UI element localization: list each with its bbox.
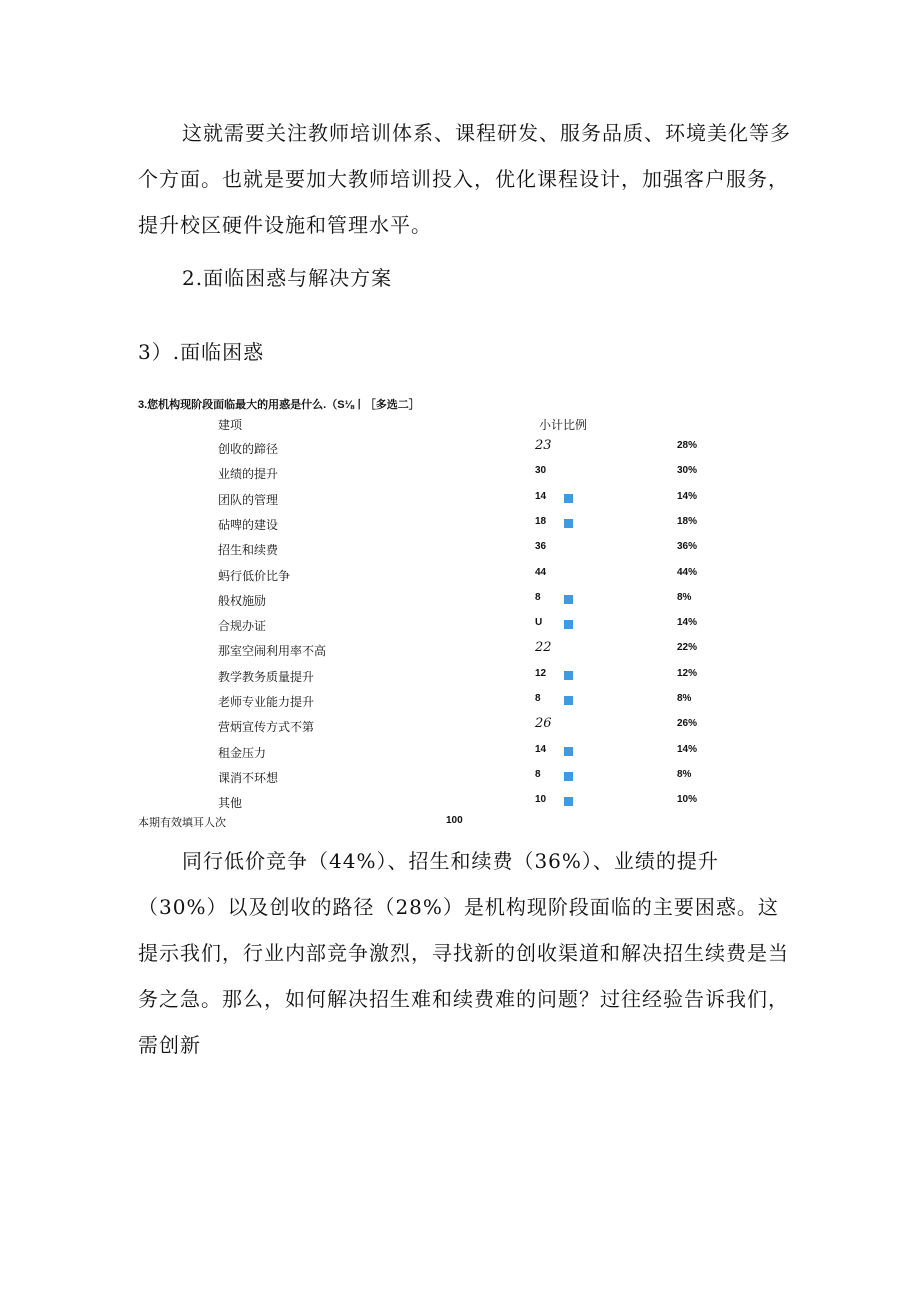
section-heading: 2.面临困惑与解决方案 bbox=[182, 266, 393, 290]
survey-row bbox=[138, 567, 738, 592]
option-label: 营炳宣传方式不第 bbox=[218, 720, 315, 735]
survey-row bbox=[138, 642, 738, 667]
total-respondents-value: 100 bbox=[446, 815, 463, 826]
ratio-bar bbox=[564, 595, 573, 604]
option-label: 那室空闹利用率不高 bbox=[218, 644, 327, 659]
option-label: 业绩的提升 bbox=[218, 467, 279, 482]
option-percent: 12% bbox=[677, 667, 698, 679]
option-percent: 44% bbox=[677, 566, 698, 578]
option-count: 8 bbox=[535, 768, 541, 780]
ratio-bar bbox=[564, 696, 573, 705]
survey-row bbox=[138, 693, 738, 718]
option-label: 合规办证 bbox=[218, 619, 267, 634]
option-percent: 8% bbox=[677, 768, 692, 780]
option-count: 36 bbox=[535, 541, 547, 553]
option-count: 10 bbox=[535, 794, 547, 806]
ratio-bar bbox=[564, 620, 573, 629]
option-count: 8 bbox=[535, 591, 541, 603]
option-count: U bbox=[535, 617, 543, 629]
option-percent: 18% bbox=[677, 515, 698, 527]
option-percent: 10% bbox=[677, 794, 698, 806]
survey-row bbox=[138, 491, 738, 516]
option-percent: 28% bbox=[677, 440, 698, 451]
option-percent: 26% bbox=[677, 718, 698, 730]
survey-row bbox=[138, 668, 738, 693]
ratio-bar bbox=[564, 747, 573, 756]
option-percent: 36% bbox=[677, 541, 698, 553]
option-count: 22 bbox=[535, 640, 552, 656]
option-count: 18 bbox=[535, 515, 547, 527]
option-label: 老师专业能力提升 bbox=[218, 695, 315, 709]
ratio-bar bbox=[564, 671, 573, 680]
survey-row bbox=[138, 465, 738, 490]
option-count: 12 bbox=[535, 667, 547, 679]
option-percent: 30% bbox=[677, 465, 698, 477]
ratio-bar bbox=[564, 797, 573, 806]
survey-row bbox=[138, 769, 738, 794]
survey-row bbox=[138, 592, 738, 617]
option-label: 招生和续费 bbox=[218, 543, 279, 558]
option-label: 创收的蹄径 bbox=[218, 442, 279, 456]
subsection-heading: 3）.面临困惑 bbox=[138, 340, 265, 364]
option-count: 26 bbox=[535, 716, 552, 732]
option-label: 教学教务质量提升 bbox=[218, 669, 315, 684]
option-count: 44 bbox=[535, 566, 547, 578]
option-label: 租金压力 bbox=[218, 745, 267, 760]
intro-paragraph: 这就需要关注教师培训体系、课程研发、服务品质、环境美化等多个方面。也就是要加大教师培训投入，优化课程设计，加强客户服务，提升校区硬件设施和管理水平。 bbox=[138, 121, 791, 237]
survey-question: 3.您机构现阶段面临最大的用惑是什么.（S⅛丨［多选二］ bbox=[138, 399, 420, 411]
option-label: 砧啤的建设 bbox=[218, 517, 279, 532]
option-percent: 14% bbox=[677, 490, 698, 502]
survey-result-table bbox=[138, 396, 738, 836]
option-percent: 8% bbox=[677, 693, 692, 704]
analysis-paragraph: 同行低价竞争（44%）、招生和续费（36%）、业绩的提升（30%）以及创收的路径（28%）是机构现阶段面临的主要困惑。这提示我们，行业内部竞争激烈，寻找新的创收渠道和解决招生续费是当务之急。那么，如何解决招生难和续费难的问题？过往经验告诉我们，需创新 bbox=[138, 849, 789, 1057]
option-percent: 14% bbox=[677, 743, 698, 755]
ratio-bar bbox=[564, 519, 573, 528]
option-label: 般权施励 bbox=[218, 593, 267, 608]
option-count: 23 bbox=[535, 438, 552, 453]
survey-row bbox=[138, 440, 738, 465]
ratio-bar bbox=[564, 494, 573, 503]
option-count: 8 bbox=[535, 693, 541, 704]
total-respondents-label: 本期有效填耳人次 bbox=[138, 817, 226, 829]
survey-row bbox=[138, 617, 738, 642]
survey-row bbox=[138, 744, 738, 769]
option-label: 课消不环想 bbox=[218, 770, 279, 785]
option-percent: 22% bbox=[677, 642, 698, 654]
survey-row bbox=[138, 516, 738, 541]
option-label: 蚂行低价比争 bbox=[218, 568, 291, 583]
option-label: 其他 bbox=[218, 796, 243, 811]
column-header-option: 建项 bbox=[218, 418, 243, 432]
survey-row bbox=[138, 718, 738, 743]
option-count: 14 bbox=[535, 490, 547, 502]
option-percent: 14% bbox=[677, 617, 698, 629]
option-label: 团队的管理 bbox=[218, 492, 279, 507]
option-percent: 8% bbox=[677, 591, 692, 603]
survey-row bbox=[138, 541, 738, 566]
option-count: 14 bbox=[535, 743, 547, 755]
column-header-count-ratio: 小计比例 bbox=[539, 418, 588, 432]
option-count: 30 bbox=[535, 465, 547, 477]
survey-row bbox=[138, 794, 738, 819]
ratio-bar bbox=[564, 772, 573, 781]
